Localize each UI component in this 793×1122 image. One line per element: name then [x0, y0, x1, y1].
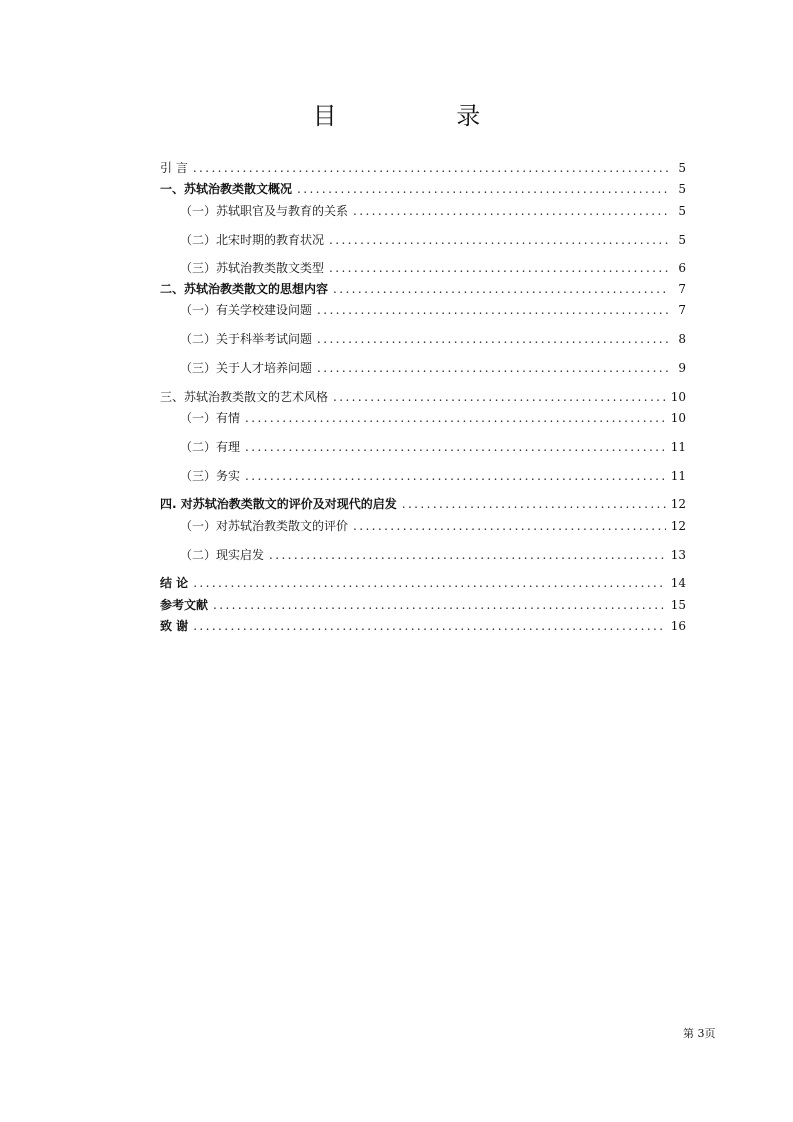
toc-entry-label: （一）苏轼职官及与教育的关系 — [180, 204, 349, 218]
toc-entry-page: 10 — [670, 411, 686, 425]
toc-entry-label: （二）北宋时期的教育状况 — [180, 233, 325, 247]
toc-entry-label: 结 论 — [160, 576, 189, 590]
toc-entry-section-4[interactable] — [160, 496, 686, 512]
toc-entry-1-3[interactable] — [180, 260, 686, 276]
toc-entry-label: （三）苏轼治教类散文类型 — [180, 261, 325, 275]
toc-entry-2-3[interactable] — [180, 360, 686, 376]
toc-entry-4-1[interactable] — [180, 518, 686, 534]
toc-entry-page: 11 — [670, 440, 686, 454]
toc-entry-page: 6 — [678, 261, 686, 275]
dot-leader — [193, 618, 666, 634]
toc-entry-label: （二）关于科举考试问题 — [180, 332, 313, 346]
dot-leader — [317, 360, 669, 376]
toc-entry-page: 5 — [678, 204, 686, 218]
toc-entry-label: 致 谢 — [160, 619, 189, 633]
toc-entry-acknowledgements[interactable] — [160, 618, 686, 634]
toc-entry-label: （一）对苏轼治教类散文的评价 — [180, 519, 349, 533]
dot-leader — [333, 281, 669, 297]
toc-entry-page: 11 — [670, 469, 686, 483]
page-title: 目 录 — [312, 102, 537, 130]
toc-entry-1-2[interactable] — [180, 232, 686, 248]
page-number-footer: 第 3页 — [683, 1027, 716, 1040]
toc-entry-label: 三、苏轼治教类散文的艺术风格 — [160, 390, 329, 404]
toc-entry-page: 14 — [670, 576, 686, 590]
toc-entry-2-2[interactable] — [180, 331, 686, 347]
toc-entry-page: 12 — [670, 497, 686, 511]
toc-entry-section-2[interactable] — [160, 281, 686, 297]
toc-entry-page: 5 — [678, 161, 686, 175]
toc-entry-section-3[interactable] — [160, 389, 686, 405]
toc-entry-label: 四. 对苏轼治教类散文的评价及对现代的启发 — [160, 497, 397, 511]
toc-entry-page: 12 — [670, 519, 686, 533]
dot-leader — [245, 410, 666, 426]
toc-entry-conclusion[interactable] — [160, 575, 686, 591]
toc-entry-label: 二、苏轼治教类散文的思想内容 — [160, 282, 329, 296]
dot-leader — [245, 439, 666, 455]
toc-entry-page: 15 — [670, 598, 686, 612]
toc-entry-2-1[interactable] — [180, 302, 686, 318]
dot-leader — [213, 597, 666, 613]
toc-entry-4-2[interactable] — [180, 547, 686, 563]
toc-entry-3-1[interactable] — [180, 410, 686, 426]
toc-entry-3-2[interactable] — [180, 439, 686, 455]
toc-entry-label: 一、苏轼治教类散文概况 — [160, 182, 293, 196]
dot-leader — [269, 547, 666, 563]
dot-leader — [402, 496, 666, 512]
dot-leader — [193, 160, 669, 176]
toc-entry-label: （一）有关学校建设问题 — [180, 303, 313, 317]
toc-entry-page: 10 — [670, 390, 686, 404]
toc-entry-label: 参考文献 — [160, 598, 209, 612]
toc-entry-references[interactable] — [160, 597, 686, 613]
dot-leader — [317, 331, 669, 347]
toc-entry-page: 7 — [678, 282, 686, 296]
dot-leader — [317, 302, 669, 318]
toc-entry-page: 5 — [678, 182, 686, 196]
dot-leader — [245, 468, 666, 484]
dot-leader — [329, 260, 669, 276]
toc-entry-page: 16 — [670, 619, 686, 633]
toc-entry-label: （一）有情 — [180, 411, 241, 425]
dot-leader — [333, 389, 666, 405]
dot-leader — [353, 203, 669, 219]
toc-entry-page: 5 — [678, 233, 686, 247]
dot-leader — [329, 232, 669, 248]
toc-entry-page: 7 — [678, 303, 686, 317]
dot-leader — [297, 181, 669, 197]
toc-entry-page: 9 — [678, 361, 686, 375]
toc-entry-page: 8 — [678, 332, 686, 346]
toc-entry-3-3[interactable] — [180, 468, 686, 484]
toc-entry-label: （二）现实启发 — [180, 548, 265, 562]
dot-leader — [193, 575, 666, 591]
toc-entry-label: 引 言 — [160, 161, 188, 175]
toc-entry-section-1[interactable] — [160, 181, 686, 197]
dot-leader — [353, 518, 666, 534]
toc-entry-label: （二）有理 — [180, 440, 241, 454]
toc-entry-label: （三）务实 — [180, 469, 241, 483]
toc-entry-page: 13 — [670, 548, 686, 562]
toc-entry-label: （三）关于人才培养问题 — [180, 361, 313, 375]
toc-entry-intro[interactable] — [160, 160, 686, 176]
toc-entry-1-1[interactable] — [180, 203, 686, 219]
